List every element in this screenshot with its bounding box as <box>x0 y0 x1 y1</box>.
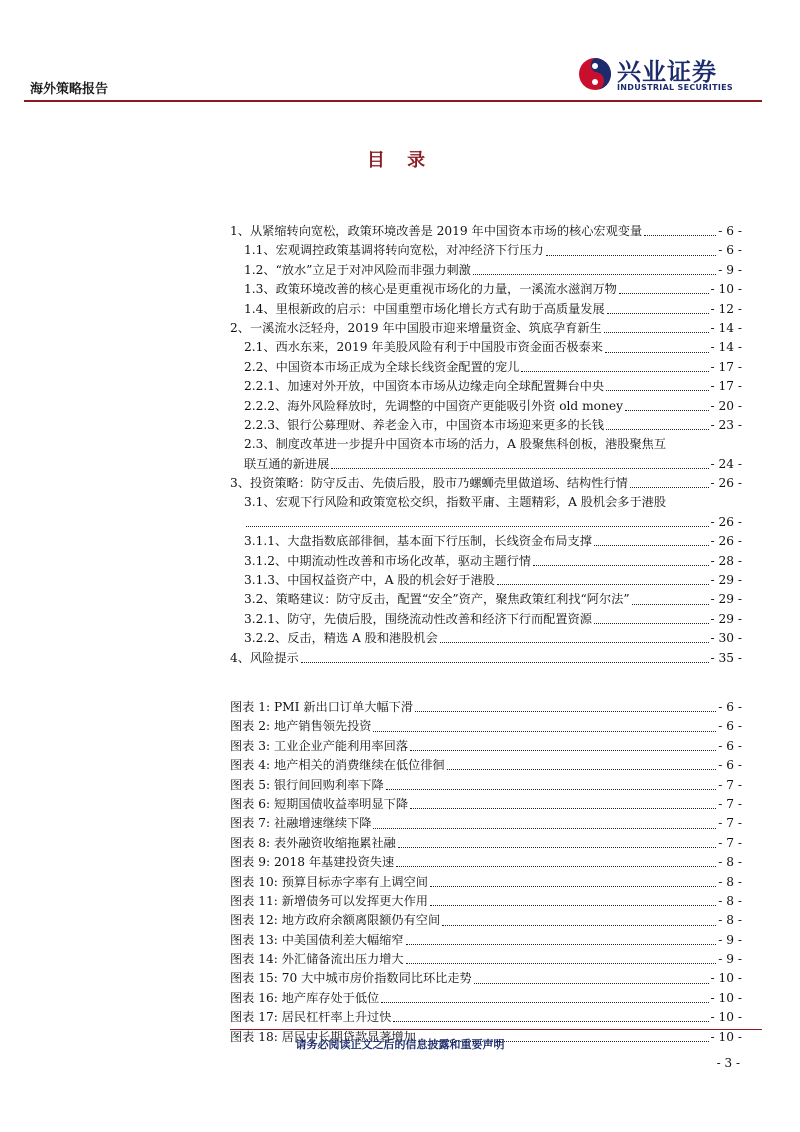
toc-entry-label-cont: 联互通的新进展 <box>244 456 330 471</box>
dot-leader <box>393 1021 708 1022</box>
figures-entry-label: 图表 8: 表外融资收缩拖累社融 <box>230 835 396 850</box>
toc-entry-page: - 9 - <box>718 262 742 277</box>
figures-entry-label: 图表 11: 新增债务可以发挥更大作用 <box>230 893 428 908</box>
toc-entry-page: - 23 - <box>710 417 742 432</box>
dot-leader <box>533 565 709 566</box>
toc-entry-page: - 10 - <box>710 282 742 297</box>
figures-entry-page: - 8 - <box>718 855 742 870</box>
toc-entry-page: - 14 - <box>710 340 742 355</box>
figures-entry[interactable] <box>230 931 742 950</box>
toc-entry[interactable] <box>230 571 742 590</box>
toc-entry-page: - 24 - <box>710 456 742 471</box>
dot-leader <box>398 847 716 848</box>
dot-leader <box>605 352 709 353</box>
dot-leader <box>606 429 708 430</box>
toc-entry-label: 1.3、政策环境改善的核心是更重视市场化的力量，一溪流水滋润万物 <box>244 282 617 297</box>
logo-name-en: INDUSTRIAL SECURITIES <box>617 83 733 92</box>
figures-entry[interactable] <box>230 892 742 911</box>
toc-entry[interactable] <box>230 377 742 396</box>
toc-entry[interactable] <box>230 300 742 319</box>
toc-entry[interactable] <box>230 261 742 280</box>
dot-leader <box>406 944 717 945</box>
toc-entry[interactable] <box>230 319 742 338</box>
toc-entry-label: 3.1.2、中期流动性改善和市场化改革，驱动主题行情 <box>244 553 531 568</box>
toc-entry[interactable] <box>230 435 742 474</box>
dot-leader <box>331 468 708 469</box>
toc-title: 目 录 <box>366 150 434 171</box>
toc-entry[interactable] <box>230 416 742 435</box>
dot-leader <box>386 789 717 790</box>
header-divider <box>24 100 762 102</box>
figures-entry-label: 图表 5: 银行间回购利率下降 <box>230 777 384 792</box>
dot-leader <box>410 750 716 751</box>
toc-entry-page: - 26 - <box>710 514 742 529</box>
dot-leader <box>644 235 716 236</box>
logo-mark-icon <box>577 54 613 94</box>
dot-leader <box>521 371 708 372</box>
dot-leader <box>301 662 709 663</box>
figures-entry-page: - 10 - <box>710 971 742 986</box>
dot-leader <box>430 886 716 887</box>
toc-entry-page: - 35 - <box>710 650 742 665</box>
dot-leader <box>246 526 709 527</box>
report-type-title: 海外策略报告 <box>30 82 109 97</box>
figures-entry-label: 图表 18: 居民中长期贷款显著增加 <box>230 1029 416 1044</box>
figures-entry-label: 图表 12: 地方政府余额离限额仍有空间 <box>230 913 441 928</box>
footer-divider <box>230 1029 762 1030</box>
dot-leader <box>594 623 709 624</box>
dot-leader <box>440 642 709 643</box>
toc-entry[interactable] <box>230 493 742 532</box>
toc-entry[interactable] <box>230 338 742 357</box>
toc-entry-page: - 20 - <box>710 398 742 413</box>
figures-entry[interactable] <box>230 834 742 853</box>
toc-entry-label: 2、一溪流水泛轻舟，2019 年中国股市迎来增量资金、筑底孕育新生 <box>230 320 602 335</box>
dot-leader <box>430 905 716 906</box>
figures-entry-label: 图表 14: 外汇储备流出压力增大 <box>230 952 404 967</box>
dot-leader <box>546 255 717 256</box>
figures-entry[interactable] <box>230 989 742 1008</box>
figures-entry[interactable] <box>230 873 742 892</box>
figures-entry-label: 图表 3: 工业企业产能利用率回落 <box>230 738 409 753</box>
dot-leader <box>474 983 709 984</box>
toc-entry-page: - 17 - <box>710 359 742 374</box>
toc-entry-label: 4、风险提示 <box>230 650 299 665</box>
figures-entry-page: - 7 - <box>718 835 742 850</box>
dot-leader <box>594 545 709 546</box>
toc-entry-label: 3.2、策略建议：防守反击，配置“安全”资产，聚焦政策红利找“阿尔法” <box>244 592 630 607</box>
figures-entry-label: 图表 1: PMI 新出口订单大幅下滑 <box>230 700 414 714</box>
figures-entry-label: 图表 2: 地产销售领先投资 <box>230 719 372 734</box>
figures-entry[interactable] <box>230 950 742 969</box>
toc-entry-label: 1.1、宏观调控政策基调将转向宽松，对冲经济下行压力 <box>244 243 544 258</box>
figures-entry[interactable] <box>230 756 742 775</box>
figures-entry-page: - 8 - <box>718 893 742 908</box>
dot-leader <box>604 332 709 333</box>
toc-entry-label: 2.1、西水东来，2019 年美股风险有利于中国股市资金面否极泰来 <box>244 340 603 355</box>
toc-entry-page: - 29 - <box>710 611 742 626</box>
figures-entry-label: 图表 17: 居民杠杆率上升过快 <box>230 1010 392 1025</box>
toc-entry[interactable] <box>230 358 742 377</box>
figures-entry[interactable] <box>230 717 742 736</box>
figures-entry[interactable] <box>230 776 742 795</box>
toc-entry-label: 3.1.1、大盘指数底部徘徊，基本面下行压制，长线资金布局支撑 <box>244 534 592 549</box>
toc-entry-label: 2.3、制度改革进一步提升中国资本市场的活力，A 股聚焦科创板，港股聚焦互 <box>244 437 667 452</box>
figures-entry-label: 图表 6: 短期国债收益率明显下降 <box>230 796 409 811</box>
toc-entry[interactable] <box>230 397 742 416</box>
dot-leader <box>630 487 709 488</box>
dot-leader <box>625 410 709 411</box>
toc-entry[interactable] <box>230 649 742 668</box>
figures-entry-page: - 7 - <box>718 816 742 831</box>
figures-entry[interactable] <box>230 795 742 814</box>
toc-entry[interactable] <box>230 610 742 629</box>
figures-entry-page: - 10 - <box>710 990 742 1005</box>
dot-leader <box>381 1002 708 1003</box>
dot-leader <box>473 274 716 275</box>
disclaimer-note: 请务必阅读正文之后的信息披露和重要声明 <box>295 1038 505 1051</box>
toc-entry-label: 3.1、宏观下行风险和政策宽松交织，指数平庸、主题精彩，A 股机会多于港股 <box>244 495 667 510</box>
list-of-figures <box>230 698 742 1047</box>
toc-entry-page: - 26 - <box>710 534 742 549</box>
toc-entry[interactable] <box>230 280 742 299</box>
toc-entry-label: 2.2、中国资本市场正成为全球长线资金配置的宠儿 <box>244 359 520 374</box>
toc-entry-label: 3、投资策略：防守反击、先债后股，股市乃螺蛳壳里做道场、结构性行情 <box>230 476 628 491</box>
toc-entry-page: - 29 - <box>710 592 742 607</box>
toc-entry[interactable] <box>230 222 742 241</box>
toc-entry-label: 3.2.2、反击，精选 A 股和港股机会 <box>244 631 438 646</box>
toc-entry-label: 1.2、“放水”立足于对冲风险而非强力刺激 <box>244 262 471 277</box>
dot-leader <box>607 313 709 314</box>
toc-entry[interactable] <box>230 590 742 609</box>
figures-entry-page: - 7 - <box>718 796 742 811</box>
dot-leader <box>410 808 716 809</box>
toc-entry-page: - 14 - <box>710 320 742 335</box>
figures-entry-label: 图表 16: 地产库存处于低位 <box>230 990 380 1005</box>
figures-entry-page: - 6 - <box>718 738 742 753</box>
figures-entry[interactable] <box>230 853 742 872</box>
dot-leader <box>396 866 716 867</box>
figures-entry-page: - 9 - <box>718 932 742 947</box>
toc-entry-page: - 6 - <box>718 224 742 238</box>
figures-entry-label: 图表 10: 预算目标赤字率有上调空间 <box>230 874 428 889</box>
figures-entry-page: - 8 - <box>718 874 742 889</box>
toc-entry[interactable] <box>230 552 742 571</box>
figures-entry-page: - 10 - <box>710 1010 742 1025</box>
toc-entry-label: 1.4、里根新政的启示：中国重塑市场化增长方式有助于高质量发展 <box>244 301 605 316</box>
figures-entry[interactable] <box>230 969 742 988</box>
figures-entry[interactable] <box>230 911 742 930</box>
figures-entry-label: 图表 13: 中美国债利差大幅缩窄 <box>230 932 404 947</box>
figures-entry[interactable] <box>230 1008 742 1027</box>
toc-entry-page: - 12 - <box>710 301 742 316</box>
figures-entry-page: - 7 - <box>718 777 742 792</box>
toc-entry-page: - 29 - <box>710 573 742 588</box>
toc-entry-label: 2.2.2、海外风险释放时，先调整的中国资产更能吸引外资 old money <box>244 398 623 413</box>
toc-entry-page: - 17 - <box>710 379 742 394</box>
figures-entry-page: - 6 - <box>718 719 742 734</box>
toc-entry-page: - 26 - <box>710 476 742 491</box>
dot-leader <box>619 293 709 294</box>
dot-leader <box>373 731 716 732</box>
toc-entry-label: 2.2.3、银行公募理财、养老金入市，中国资本市场迎来更多的长钱 <box>244 417 605 432</box>
figures-entry-page: - 10 - <box>710 1029 742 1044</box>
toc-entry-label: 3.2.1、防守，先债后股，围绕流动性改善和经济下行而配置资源 <box>244 611 592 626</box>
figures-entry-page: - 8 - <box>718 913 742 928</box>
table-of-contents <box>230 222 742 668</box>
dot-leader <box>606 390 708 391</box>
figures-entry-label: 图表 9: 2018 年基建投资失速 <box>230 855 395 870</box>
figures-entry-page: - 6 - <box>718 758 742 773</box>
figures-entry-label: 图表 4: 地产相关的消费继续在低位徘徊 <box>230 758 445 773</box>
toc-entry-label: 2.2.1、加速对外开放，中国资本市场从边缘走向全球配置舞台中央 <box>244 379 605 394</box>
toc-entry-page: - 30 - <box>710 631 742 646</box>
dot-leader <box>632 604 709 605</box>
figures-entry-page: - 6 - <box>718 700 742 714</box>
dot-leader <box>442 925 716 926</box>
figures-entry[interactable] <box>230 737 742 756</box>
company-logo <box>577 52 747 96</box>
figures-entry-label: 图表 15: 70 大中城市房价指数同比环比走势 <box>230 971 472 986</box>
dot-leader <box>497 584 709 585</box>
logo-name-cn: 兴业证券 <box>617 58 717 86</box>
dot-leader <box>406 963 717 964</box>
figures-entry-label: 图表 7: 社融增速继续下降 <box>230 816 372 831</box>
toc-entry[interactable] <box>230 532 742 551</box>
toc-entry-page: - 6 - <box>718 243 742 258</box>
figures-entry-page: - 9 - <box>718 952 742 967</box>
toc-entry-label: 3.1.3、中国权益资产中，A 股的机会好于港股 <box>244 573 495 588</box>
toc-entry[interactable] <box>230 241 742 260</box>
figures-entry[interactable] <box>230 814 742 833</box>
page-number: - 3 - <box>716 1056 740 1070</box>
dot-leader <box>447 769 717 770</box>
toc-entry-page: - 28 - <box>710 553 742 568</box>
toc-entry[interactable] <box>230 629 742 648</box>
figures-entry[interactable] <box>230 698 742 717</box>
toc-entry[interactable] <box>230 474 742 493</box>
dot-leader <box>373 828 716 829</box>
dot-leader <box>415 711 716 712</box>
toc-entry-label: 1、从紧缩转向宽松，政策环境改善是 2019 年中国资本市场的核心宏观变量 <box>230 224 643 238</box>
